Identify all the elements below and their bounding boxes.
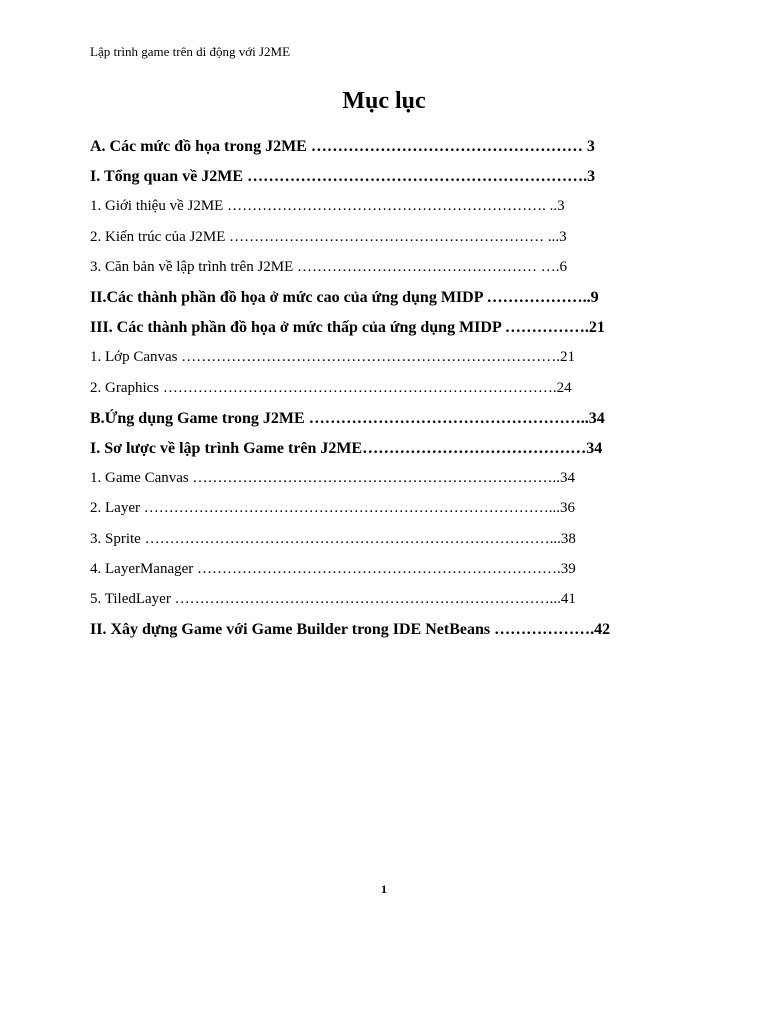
toc-entry: 2. Kiến trúc của J2ME ……………………………………………………… ...3 [90,228,567,245]
toc-entry: A. Các mức đồ họa trong J2ME …………………………………………… 3 [90,138,595,155]
toc-entry: II. Xây dựng Game với Game Builder trong IDE NetBeans ……………….42 [90,621,611,639]
toc-entry: I. Tổng quan về J2ME ……………………………………………………….3 [90,168,596,186]
toc-entry: 1. Game Canvas ………………………………………………………………..34 [90,470,575,487]
toc-entry: 2. Layer ………………………………………………………………………...36 [90,500,575,517]
toc-entry: I. Sơ lược về lập trình Game trên J2ME……………………………………34 [90,440,603,457]
toc-entry: III. Các thành phần đồ họa ở mức thấp của ứng dụng MIDP …………….21 [90,319,605,337]
toc-entry: 2. Graphics …………………………………………………………………….24 [90,379,572,396]
page-number: 1 [381,882,387,896]
toc-entry: 1. Giới thiệu về J2ME ………………………………………………………. ..3 [90,198,565,215]
toc-entry: 5. TiledLayer …………………………………………………………………...41 [90,591,576,607]
toc-entry: 1. Lớp Canvas ………………………………………………………………….21 [90,349,576,366]
toc-entry: II.Các thành phần đồ họa ở mức cao của ứng dụng MIDP ………………..9 [90,289,599,306]
running-header: Lập trình game trên di động với J2ME [90,44,291,59]
page-title: Mục lục [342,88,426,114]
toc-entry: 4. LayerManager ……………………………………………………………….39 [90,560,576,577]
toc-entry: B.Ứng dụng Game trong J2ME ……………………………………………..34 [90,409,605,427]
toc-entry: 3. Sprite ………………………………………………………………………...38 [90,530,576,547]
toc-entry: 3. Căn bản về lập trình trên J2ME ………………………………………… ….6 [90,258,568,275]
